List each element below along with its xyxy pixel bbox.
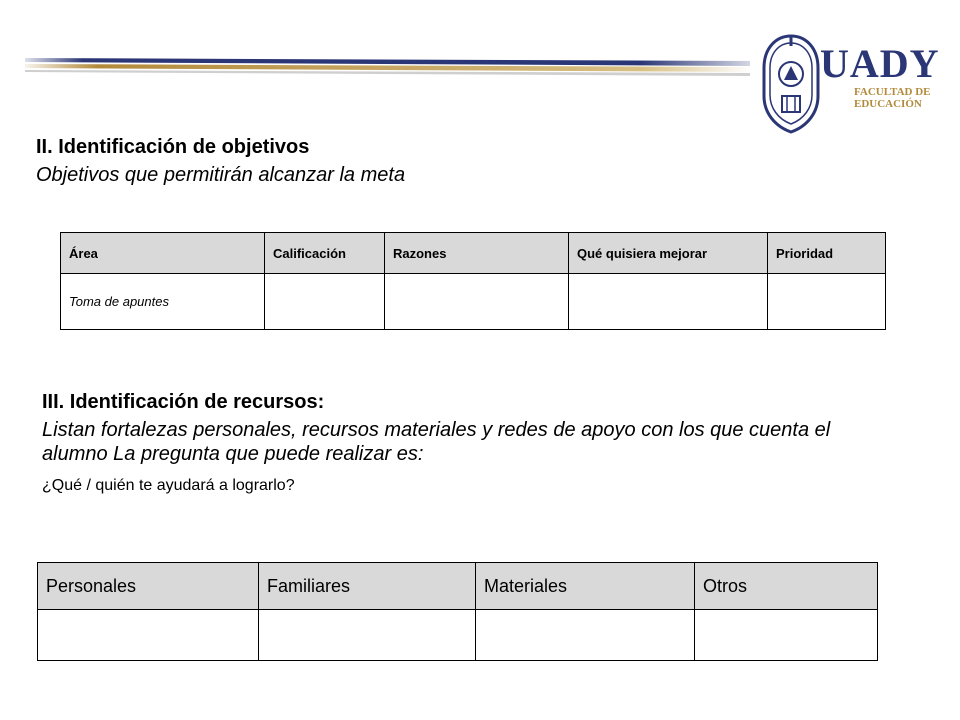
logo-faculty-line2: EDUCACIÓN [854, 98, 922, 110]
logo-faculty-line1: FACULTAD DE [854, 86, 931, 98]
section-3-title: III. Identificación de recursos: [42, 391, 325, 413]
uady-logo [760, 30, 940, 140]
table-cell-otros[interactable] [695, 610, 878, 661]
column-header-familiares: Familiares [259, 563, 476, 610]
column-header-area: Área [61, 233, 265, 274]
column-header-prioridad: Prioridad [768, 233, 886, 274]
objectives-table [60, 232, 886, 330]
section-2-subtitle: Objetivos que permitirán alcanzar la meta [36, 164, 406, 186]
table-row [61, 274, 886, 330]
section-2-title: II. Identificación de objetivos [36, 136, 310, 158]
table-row [38, 610, 878, 661]
column-header-materiales: Materiales [476, 563, 695, 610]
university-seal-icon [760, 34, 822, 134]
table-cell-mejorar[interactable] [569, 274, 768, 330]
table-cell-familiares[interactable] [259, 610, 476, 661]
column-header-calificacion: Calificación [265, 233, 385, 274]
table-header-row [38, 563, 878, 610]
table-cell-materiales[interactable] [476, 610, 695, 661]
column-header-mejorar: Qué quisiera mejorar [569, 233, 768, 274]
guiding-question: ¿Qué / quién te ayudará a lograrlo? [42, 477, 295, 494]
resources-table [37, 562, 878, 661]
logo-wordmark: UADY [820, 41, 940, 86]
table-cell-area: Toma de apuntes [61, 274, 265, 330]
table-cell-calificacion[interactable] [265, 274, 385, 330]
column-header-personales: Personales [38, 563, 259, 610]
section-3-subtitle: Listan fortalezas personales, recursos materiales y redes de apoyo con los que cuenta el alumno La pregunta que puede realizar es: [42, 419, 831, 465]
logo-faculty-name [854, 86, 944, 110]
column-header-otros: Otros [695, 563, 878, 610]
table-cell-personales[interactable] [38, 610, 259, 661]
table-header-row [61, 233, 886, 274]
table-cell-prioridad[interactable] [768, 274, 886, 330]
column-header-razones: Razones [385, 233, 569, 274]
table-cell-razones[interactable] [385, 274, 569, 330]
